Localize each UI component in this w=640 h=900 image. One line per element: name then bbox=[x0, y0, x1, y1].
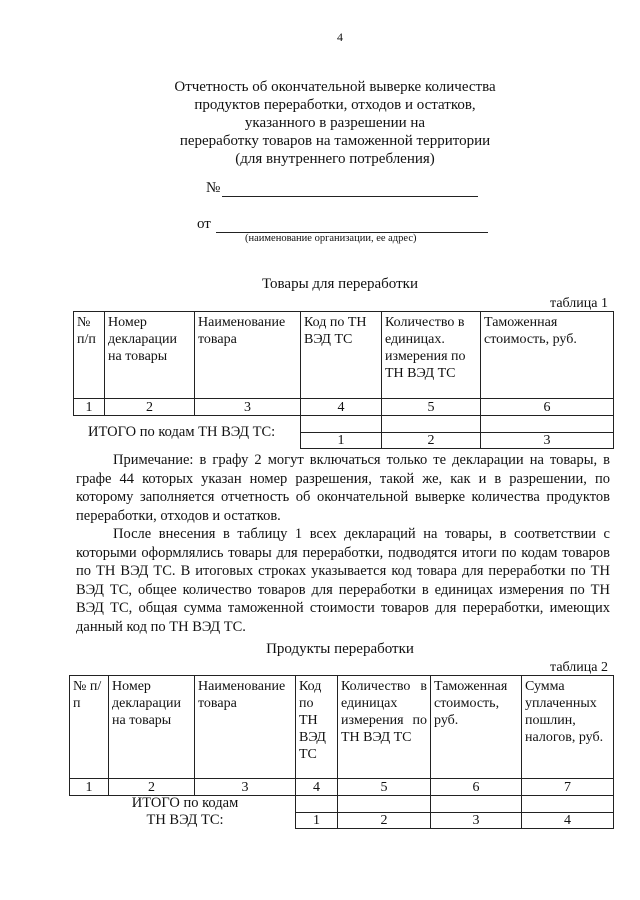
table1-col-number: 3 bbox=[195, 399, 301, 416]
table2-totals-cell[interactable] bbox=[522, 796, 614, 813]
table1-totals-cell[interactable] bbox=[301, 416, 382, 433]
table2-totals-label-line: ИТОГО по кодам bbox=[131, 795, 239, 811]
table1-totals-label: ИТОГО по кодам ТН ВЭД ТС: bbox=[88, 424, 276, 440]
table2 bbox=[69, 675, 614, 796]
from-caption: (наименование организации, ее адрес) bbox=[245, 233, 417, 244]
notes bbox=[76, 451, 610, 636]
table2-col-number: 6 bbox=[431, 779, 522, 796]
table1-number-row bbox=[74, 399, 614, 416]
table2-label: таблица 2 bbox=[550, 660, 608, 675]
table2-totals-col-number: 3 bbox=[431, 813, 522, 829]
from-label: от bbox=[197, 216, 211, 232]
from-field[interactable] bbox=[216, 216, 488, 233]
title-line: переработку товаров на таможенной территории bbox=[179, 133, 491, 149]
title-line: Отчетность об окончательной выверке количества bbox=[174, 79, 496, 95]
table1-totals-col-number: 1 bbox=[301, 433, 382, 449]
table2-number-row bbox=[70, 779, 614, 796]
table1-col-number: 4 bbox=[301, 399, 382, 416]
table1-totals-cell[interactable] bbox=[382, 416, 481, 433]
table2-totals-col-number: 2 bbox=[338, 813, 431, 829]
table2-header-cell: Наименование товара bbox=[195, 676, 296, 779]
table2-header-cell: № п/п bbox=[70, 676, 109, 779]
page-number: 4 bbox=[337, 30, 343, 44]
table1-col-number: 1 bbox=[74, 399, 105, 416]
table1-totals-col-number: 2 bbox=[382, 433, 481, 449]
table1 bbox=[73, 311, 614, 416]
table2-header-cell: Количество в единицах измерения по ТН ВЭД ТС bbox=[338, 676, 431, 779]
table2-header-cell: Код по ТН ВЭД ТС bbox=[296, 676, 338, 779]
table2-col-number: 4 bbox=[296, 779, 338, 796]
table2-col-number: 3 bbox=[195, 779, 296, 796]
document-title bbox=[120, 78, 550, 168]
number-label: № bbox=[206, 180, 221, 196]
table2-col-number: 7 bbox=[522, 779, 614, 796]
table1-header-row bbox=[74, 312, 614, 399]
table2-totals-number-row bbox=[296, 813, 614, 829]
table1-header-cell: Код по ТН ВЭД ТС bbox=[301, 312, 382, 399]
table1-totals-number-row bbox=[301, 433, 614, 449]
table2-totals-col-number: 1 bbox=[296, 813, 338, 829]
table2-totals-blank-row bbox=[296, 796, 614, 813]
note-paragraph: После внесения в таблицу 1 всех деклараций на товары, в соответствии с которыми оформлялись товары для переработки, подводятся итоги по кодам товаров по ТН ВЭД ТС. В итоговых строках указывается код товара для переработки по ТН ВЭД ТС, общее количество товаров для переработки в единицах измерения по ТН ВЭД ТС, общая сумма таможенной стоимости товаров для переработки, имеющих данный код по ТН ВЭД ТС. bbox=[76, 526, 610, 635]
table1-totals-col-number: 3 bbox=[481, 433, 614, 449]
table2-totals-cell[interactable] bbox=[431, 796, 522, 813]
table1-col-number: 5 bbox=[382, 399, 481, 416]
table2-header-cell: Таможенная стоимость, руб. bbox=[431, 676, 522, 779]
table2-header-cell: Сумма уплаченных пошлин, налогов, руб. bbox=[522, 676, 614, 779]
table2-totals bbox=[295, 795, 614, 829]
table2-totals-cell[interactable] bbox=[296, 796, 338, 813]
table2-totals-label bbox=[110, 795, 260, 829]
table1-header-cell: Таможенная стоимость, руб. bbox=[481, 312, 614, 399]
table1-label: таблица 1 bbox=[550, 296, 608, 311]
table1-header-cell: № п/п bbox=[74, 312, 105, 399]
table2-totals-label-line: ТН ВЭД ТС: bbox=[146, 812, 224, 828]
table1-totals-cell[interactable] bbox=[481, 416, 614, 433]
table2-col-number: 1 bbox=[70, 779, 109, 796]
table1-col-number: 6 bbox=[481, 399, 614, 416]
table2-col-number: 5 bbox=[338, 779, 431, 796]
table2-totals-cell[interactable] bbox=[338, 796, 431, 813]
number-field[interactable] bbox=[222, 180, 478, 197]
title-line: продуктов переработки, отходов и остатков, bbox=[194, 97, 476, 113]
table2-header-cell: Номер декларации на товары bbox=[109, 676, 195, 779]
table1-section-title: Товары для переработки bbox=[262, 276, 418, 292]
table2-totals-col-number: 4 bbox=[522, 813, 614, 829]
table1-totals bbox=[300, 415, 614, 449]
table1-header-cell: Номер декларации на товары bbox=[105, 312, 195, 399]
table1-totals-blank-row bbox=[301, 416, 614, 433]
table2-header-row bbox=[70, 676, 614, 779]
table1-header-cell: Наименование товара bbox=[195, 312, 301, 399]
title-line: (для внутреннего потребления) bbox=[235, 151, 435, 167]
table2-col-number: 2 bbox=[109, 779, 195, 796]
table1-header-cell: Количество в единицах. измерения по ТН ВЭД ТС bbox=[382, 312, 481, 399]
table2-section-title: Продукты переработки bbox=[266, 641, 414, 657]
title-line: указанного в разрешении на bbox=[244, 115, 426, 131]
note-paragraph: Примечание: в графу 2 могут включаться только те декларации на товары, в графе 44 которых указан номер разрешения, такой же, как и в разрешении, по которому заполняется отчетность об окончательной выверке количества продуктов переработки, отходов и остатков. bbox=[76, 452, 610, 524]
table1-col-number: 2 bbox=[105, 399, 195, 416]
